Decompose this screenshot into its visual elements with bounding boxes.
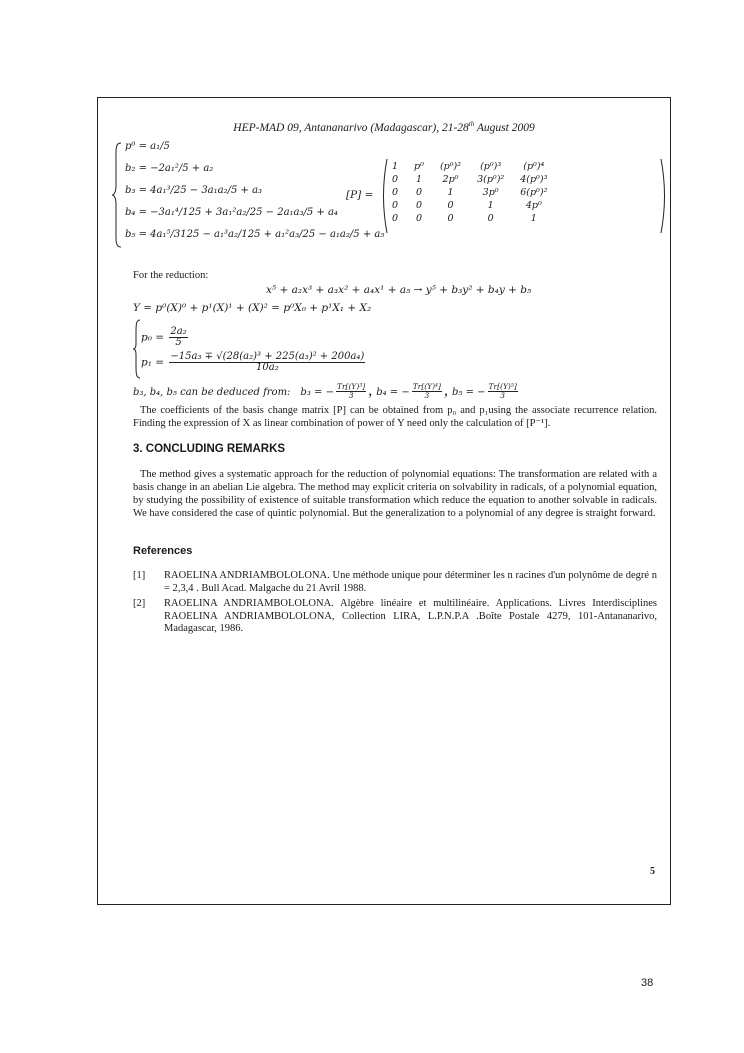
p-coefficients-system bbox=[133, 319, 393, 381]
coefficients-paragraph: The coefficients of the basis change matrix [P] can be obtained from p₀ and p₁using the associate recurrence relation. Finding the expression of X as linear combination of power of Y need only the calculation of [P⁻¹]. bbox=[133, 405, 657, 429]
eq-b2: b₂ = −2a₁²/5 + a₂ bbox=[125, 163, 214, 174]
matrix-cell: 1 bbox=[415, 174, 423, 185]
transformation-system bbox=[112, 141, 385, 250]
matrix-table bbox=[384, 160, 555, 225]
left-brace bbox=[112, 142, 122, 248]
paper-page-frame bbox=[97, 97, 671, 905]
matrix-row bbox=[384, 199, 555, 212]
outer-page-number: 38 bbox=[641, 977, 654, 989]
matrix-cell: 0 bbox=[487, 213, 494, 224]
p1-expression: p₁ = $\frac{\text{−15a₃ ∓ √(28(a₂)³ + 225(a₃)² + 200a₄)}}{\text{10a₂}}$ bbox=[141, 351, 365, 373]
matrix-cell: 6(p⁰)² bbox=[520, 187, 548, 198]
matrix-cell: 3(p⁰)² bbox=[477, 174, 505, 185]
matrix-row bbox=[384, 173, 555, 186]
eq-b4: b₄ = −3a₁⁴/125 + 3a₁²a₂/25 − 2a₁a₃/5 + a₄ bbox=[125, 207, 338, 218]
matrix-row bbox=[384, 212, 555, 225]
matrix-label: [P] = bbox=[346, 189, 374, 201]
matrix-cell: 0 bbox=[415, 213, 423, 224]
deduce-line: b₃, b₄, b₅ can be deduced from: b₃ = − $\frac{\text{Tr[(Y)³]}}{3}$ , b₄ = − $\frac{\text{Tr[(Y)⁴]}}{3}$ , b₅ = − $\frac{\text{Tr[(Y)⁵]}}{3}$ bbox=[133, 382, 517, 400]
matrix-cell: 0 bbox=[392, 174, 399, 185]
matrix-cell: (p⁰)⁴ bbox=[523, 161, 545, 172]
reduction-equation: x⁵ + a₂x³ + a₃x² + a₄x¹ + a₅ → y⁵ + b₃y² + b₄y + b₅ bbox=[266, 284, 532, 296]
matrix-cell: 1 bbox=[487, 200, 494, 211]
inner-page-number: 5 bbox=[650, 866, 655, 877]
running-header: HEP-MAD 09, Antananarivo (Madagascar), 21-28th August 2009 bbox=[233, 120, 535, 134]
matrix-cell: 0 bbox=[447, 200, 454, 211]
matrix-cell: 2p⁰ bbox=[442, 174, 459, 185]
reference-2: [2] RAOELINA ANDRIAMBOLOLONA. Algèbre linéaire et multilinéaire. Applications. Livres Interdisciplines RAOELINA ANDRIAMBOLOLONA, Collection LIRA, L.P.N.P.A .Boîte Postale 4279, 101-Antananarivo, Madagascar, 1986. bbox=[133, 598, 657, 634]
matrix-cell: p⁰ bbox=[414, 161, 424, 172]
matrix-cell: 4(p⁰)³ bbox=[520, 174, 548, 185]
matrix-cell: 3p⁰ bbox=[482, 187, 499, 198]
matrix-cell: 0 bbox=[415, 200, 423, 211]
concluding-remarks-body: The method gives a systematic approach for the reduction of polynomial equations: The transformation are related with a basis change in an abelian Lie algebra. The method may explicit criteria on solvability in radicals, of a polynomial equation, by studying the possibility of existence of suitable transformation which reduce the equation to another solvable in radicals. We have considered the case of quintic polynomial. But the generalization to a polynomial of any degree is straight forward. bbox=[133, 469, 657, 519]
matrix-cell: (p⁰)² bbox=[439, 161, 462, 172]
p0-expression: p₀ = $\frac{\text{2a₂}}{5}$ bbox=[141, 326, 187, 348]
matrix-cell: 0 bbox=[392, 187, 399, 198]
matrix-cell: 0 bbox=[415, 187, 423, 198]
matrix-cell: 4p⁰ bbox=[525, 200, 542, 211]
matrix-right-paren bbox=[660, 158, 668, 234]
matrix-cell: (p⁰)³ bbox=[480, 161, 502, 172]
matrix-row bbox=[384, 186, 555, 199]
matrix-cell: 1 bbox=[530, 213, 537, 224]
matrix-row bbox=[384, 160, 555, 173]
matrix-cell: 0 bbox=[392, 213, 399, 224]
reduction-intro: For the reduction: bbox=[133, 270, 209, 281]
y-expansion: Y = p⁰(X)⁰ + p¹(X)¹ + (X)² = p⁰X₀ + p¹X₁ + X₂ bbox=[133, 302, 372, 314]
eq-p0: p⁰ = a₁/5 bbox=[125, 141, 170, 152]
matrix-cell: 1 bbox=[392, 161, 399, 172]
matrix-cell: 0 bbox=[392, 200, 399, 211]
eq-b3: b₃ = 4a₁³/25 − 3a₁a₂/5 + a₃ bbox=[125, 185, 263, 196]
references-title: References bbox=[133, 545, 193, 557]
section-title: 3. CONCLUDING REMARKS bbox=[133, 443, 286, 455]
matrix-cell: 0 bbox=[447, 213, 454, 224]
eq-b5: b₅ = 4a₁⁵/3125 − a₁³a₂/125 + a₁²a₃/25 − a₁a₂/5 + a₅ bbox=[125, 229, 385, 240]
matrix-cell: 1 bbox=[447, 187, 454, 198]
reference-1: [1] RAOELINA ANDRIAMBOLOLONA. Une méthode unique pour déterminer les n racines d'un polynôme de degré n = 2,3,4 . Bull Acad. Malgache du 21 Avril 1988. bbox=[133, 570, 657, 594]
p-left-brace bbox=[133, 319, 141, 379]
